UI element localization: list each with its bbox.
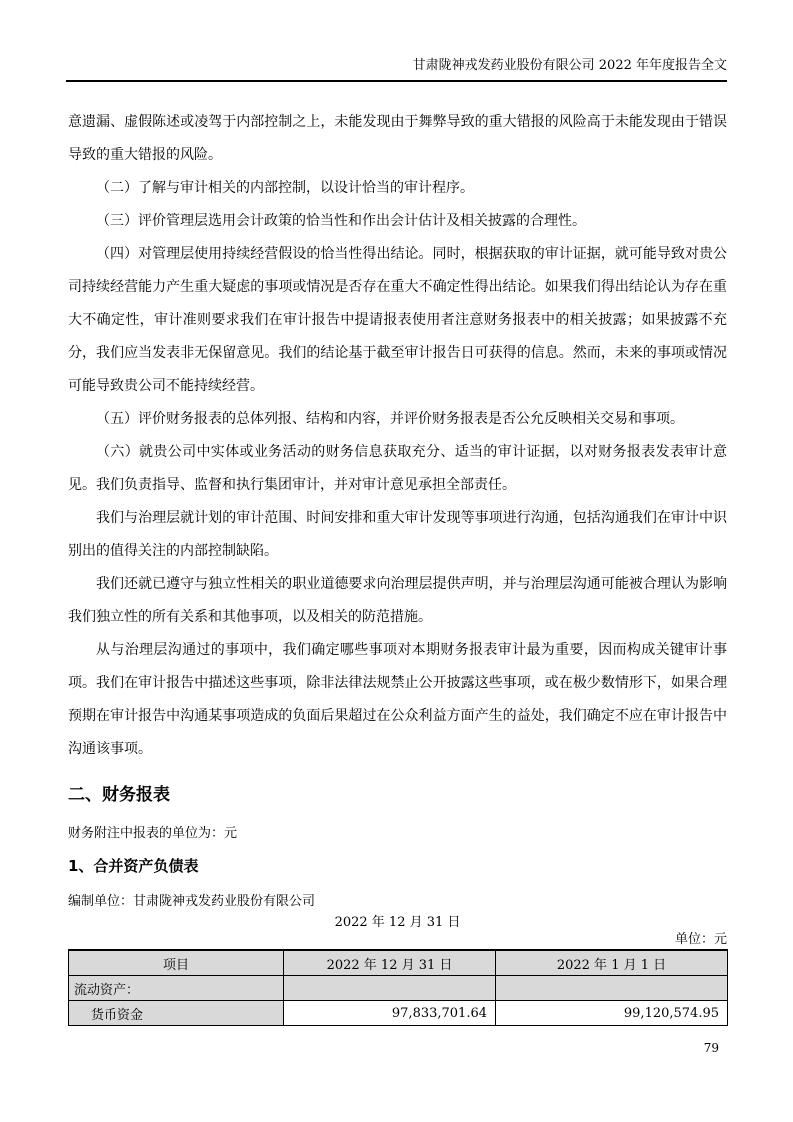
- row-value-2021: 99,120,574.95: [496, 1001, 728, 1026]
- row-value-2022: [284, 976, 496, 1001]
- audit-paragraph: 意遗漏、虚假陈述或凌驾于内部控制之上，未能发现由于舞弊导致的重大错报的风险高于未能发现由于错误导致的重大错报的风险。: [68, 114, 727, 163]
- table-row: [69, 976, 728, 1001]
- page-content: [68, 106, 727, 1026]
- audit-paragraph: （四）对管理层使用持续经营假设的恰当性得出结论。同时，根据获取的审计证据，就可能导致对贵公司持续经营能力产生重大疑虑的事项或情况是否存在重大不确定性得出结论。如果我们得出结论认为存在重大不确定性，审计准则要求我们在审计报告中提请报表使用者注意财务报表中的相关披露；如果披露不充分，我们应当发表非无保留意见。我们的结论基于截至审计报告日可获得的信息。然而，未来的事项或情况可能导致贵公司不能持续经营。: [68, 246, 727, 394]
- row-label-current-assets: 流动资产：: [69, 976, 284, 1001]
- consolidated-balance-sheet-heading: 1、合并资产负债表: [68, 857, 199, 875]
- audit-paragraph: 从与治理层沟通过的事项中，我们确定哪些事项对本期财务报表审计最为重要，因而构成关键审计事项。我们在审计报告中描述这些事项，除非法律法规禁止公开披露这些事项，或在极少数情形下，如果合理预期在审计报告中沟通某事项造成的负面后果超过在公众利益方面产生的益处，我们确定不应在审计报告中沟通该事项。: [68, 642, 727, 757]
- table-header-date-2021: 2022 年 1 月 1 日: [496, 950, 728, 976]
- audit-paragraph: （二）了解与审计相关的内部控制，以设计恰当的审计程序。: [96, 180, 474, 196]
- row-value-2021: [496, 976, 728, 1001]
- audit-paragraph: （三）评价管理层选用会计政策的恰当性和作出会计估计及相关披露的合理性。: [96, 213, 586, 229]
- audit-paragraph: （五）评价财务报表的总体列报、结构和内容，并评价财务报表是否公允反映相关交易和事项。: [96, 411, 684, 427]
- page-number: 79: [703, 1041, 719, 1055]
- prepared-by-line: 编制单位：甘肃陇神戎发药业股份有限公司: [68, 894, 316, 909]
- unit-label: 单位：元: [674, 932, 727, 947]
- report-header: [66, 57, 727, 82]
- report-header-title: 甘肃陇神戎发药业股份有限公司 2022 年年度报告全文: [412, 58, 727, 73]
- balance-sheet-table: [68, 949, 728, 1026]
- audit-paragraph: （六）就贵公司中实体或业务活动的财务信息获取充分、适当的审计证据，以对财务报表发表审计意见。我们负责指导、监督和执行集团审计，并对审计意见承担全部责任。: [68, 444, 727, 493]
- statement-date-line: 2022 年 12 月 31 日: [334, 915, 461, 930]
- row-value-2022: 97,833,701.64: [284, 1001, 496, 1026]
- table-header-item: 项目: [69, 950, 284, 976]
- table-header-date-2022: 2022 年 12 月 31 日: [284, 950, 496, 976]
- financial-statements-heading: 二、财务报表: [68, 785, 170, 805]
- row-label-cash: 货币资金: [69, 1001, 284, 1026]
- table-row: [69, 1001, 728, 1026]
- unit-note: 财务附注中报表的单位为：元: [68, 826, 238, 841]
- audit-paragraph: 我们还就已遵守与独立性相关的职业道德要求向治理层提供声明，并与治理层沟通可能被合理认为影响我们独立性的所有关系和其他事项，以及相关的防范措施。: [68, 576, 727, 625]
- audit-paragraph: 我们与治理层就计划的审计范围、时间安排和重大审计发现等事项进行沟通，包括沟通我们在审计中识别出的值得关注的内部控制缺陷。: [68, 510, 727, 559]
- table-header-row: [69, 950, 728, 976]
